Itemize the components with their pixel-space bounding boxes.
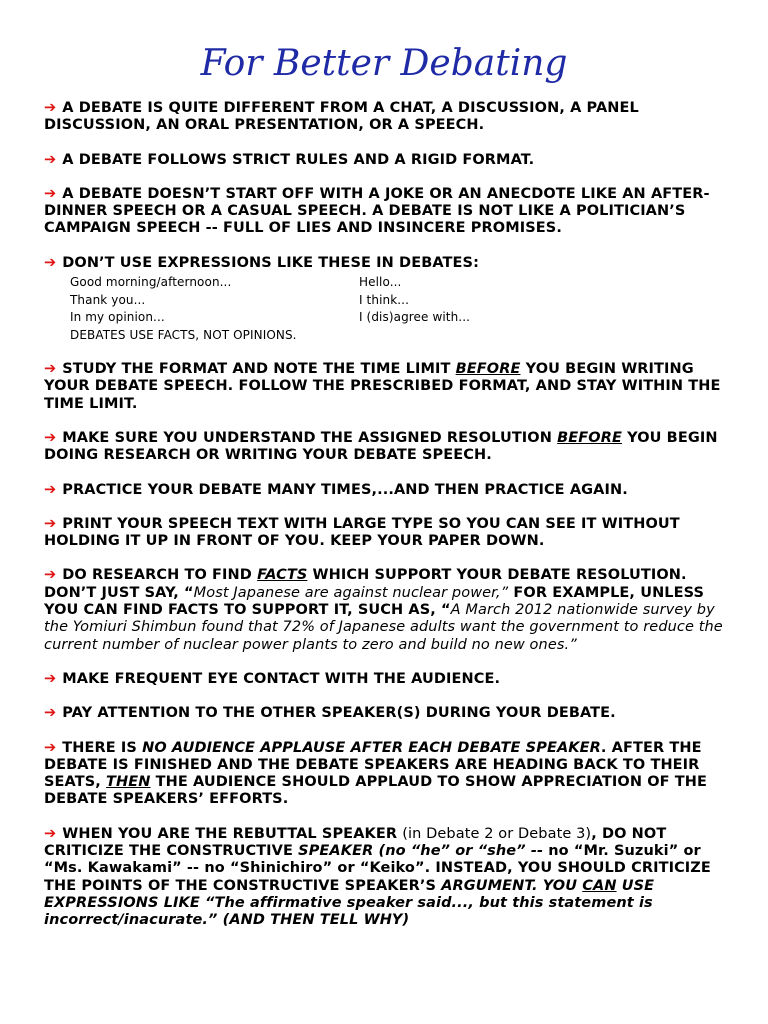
example-expression: Good morning/afternoon...	[70, 275, 232, 290]
list-item: ➔ STUDY THE FORMAT AND NOTE THE TIME LIMIT BEFORE YOU BEGIN WRITING YOUR DEBATE SPEECH. FOLLOW THE PRESCRIBED FORMAT, AND STAY WITHIN THE TIME LIMIT.	[44, 361, 721, 412]
page-title: For Better Debating	[200, 43, 568, 84]
list-item: ➔ DO RESEARCH TO FIND FACTS WHICH SUPPORT YOUR DEBATE RESOLUTION. DON’T JUST SAY, “Most Japanese are against nuclear power,” FOR EXAMPLE, UNLESS YOU CAN FIND FACTS TO SUPPORT IT, SUCH AS, “A March 2012 nationwide survey by the Yomiuri Shimbun found that 72% of Japanese adults want the government to reduce the current number of nuclear power plants to zero and build no new ones.”	[44, 567, 723, 653]
example-expression: I (dis)agree with...	[359, 310, 471, 325]
expression-examples	[44, 274, 734, 344]
arrow-icon: ➔	[44, 254, 57, 271]
arrow-icon: ➔	[44, 567, 57, 584]
arrow-icon: ➔	[44, 151, 57, 168]
arrow-icon: ➔	[44, 739, 57, 756]
list-item: ➔ DON’T USE EXPRESSIONS LIKE THESE IN DEBATES: Good morning/afternoon... Hello... Thank you... I think... In my opinion... I (dis)agree with... DEBATES USE FACTS, NOT OPINIONS.	[44, 255, 734, 344]
example-expression: Thank you...	[70, 292, 146, 307]
arrow-icon: ➔	[44, 185, 57, 202]
arrow-icon: ➔	[44, 100, 57, 116]
list-item: ➔ MAKE SURE YOU UNDERSTAND THE ASSIGNED RESOLUTION BEFORE YOU BEGIN DOING RESEARCH OR WRITING YOUR DEBATE SPEECH.	[44, 429, 718, 464]
list-item: ➔ PRACTICE YOUR DEBATE MANY TIMES,...AND THEN PRACTICE AGAIN.	[44, 481, 628, 498]
list-item: ➔ THERE IS NO AUDIENCE APPLAUSE AFTER EACH DEBATE SPEAKER. AFTER THE DEBATE IS FINISHED AND THE DEBATE SPEAKERS ARE HEADING BACK TO THEIR SEATS, THEN THE AUDIENCE SHOULD APPLAUD TO SHOW APPRECIATION OF THE DEBATE SPEAKERS’ EFFORTS.	[44, 739, 708, 808]
arrow-icon: ➔	[44, 825, 57, 842]
list-item: ➔ A DEBATE IS QUITE DIFFERENT FROM A CHAT, A DISCUSSION, A PANEL DISCUSSION, AN ORAL PRESENTATION, OR A SPEECH.	[44, 100, 639, 134]
example-expression: In my opinion...	[70, 310, 165, 325]
list-item: ➔ PRINT YOUR SPEECH TEXT WITH LARGE TYPE SO YOU CAN SEE IT WITHOUT HOLDING IT UP IN FRONT OF YOU. KEEP YOUR PAPER DOWN.	[44, 515, 680, 550]
list-item: ➔ PAY ATTENTION TO THE OTHER SPEAKER(S) DURING YOUR DEBATE.	[44, 705, 616, 722]
arrow-icon: ➔	[44, 515, 57, 532]
list-item: ➔ WHEN YOU ARE THE REBUTTAL SPEAKER (in Debate 2 or Debate 3), DO NOT CRITICIZE THE CONSTRUCTIVE SPEAKER (no “he” or “she” -- no “Mr. Suzuki” or “Ms. Kawakami” -- no “Shinichiro” or “Keiko”. INSTEAD, YOU SHOULD CRITICIZE THE POINTS OF THE CONSTRUCTIVE SPEAKER’S ARGUMENT. YOU CAN USE EXPRESSIONS LIKE “The affirmative speaker said..., but this statement is incorrect/inacurate.” (AND THEN TELL WHY)	[44, 825, 711, 929]
list-item: ➔ A DEBATE FOLLOWS STRICT RULES AND A RIGID FORMAT.	[44, 151, 535, 168]
arrow-icon: ➔	[44, 361, 57, 378]
example-note: DEBATES USE FACTS, NOT OPINIONS.	[70, 327, 297, 342]
tips-list	[44, 100, 734, 947]
example-expression: I think...	[359, 292, 409, 307]
list-item: ➔ MAKE FREQUENT EYE CONTACT WITH THE AUDIENCE.	[44, 670, 501, 687]
arrow-icon: ➔	[44, 705, 57, 722]
arrow-icon: ➔	[44, 481, 57, 498]
arrow-icon: ➔	[44, 670, 57, 687]
example-expression: Hello...	[359, 275, 402, 290]
arrow-icon: ➔	[44, 429, 57, 446]
list-item: ➔ A DEBATE DOESN’T START OFF WITH A JOKE OR AN ANECDOTE LIKE AN AFTER-DINNER SPEECH OR A CASUAL SPEECH. A DEBATE IS NOT LIKE A POLITICIAN’S CAMPAIGN SPEECH -- FULL OF LIES AND INSINCERE PROMISES.	[44, 185, 710, 237]
